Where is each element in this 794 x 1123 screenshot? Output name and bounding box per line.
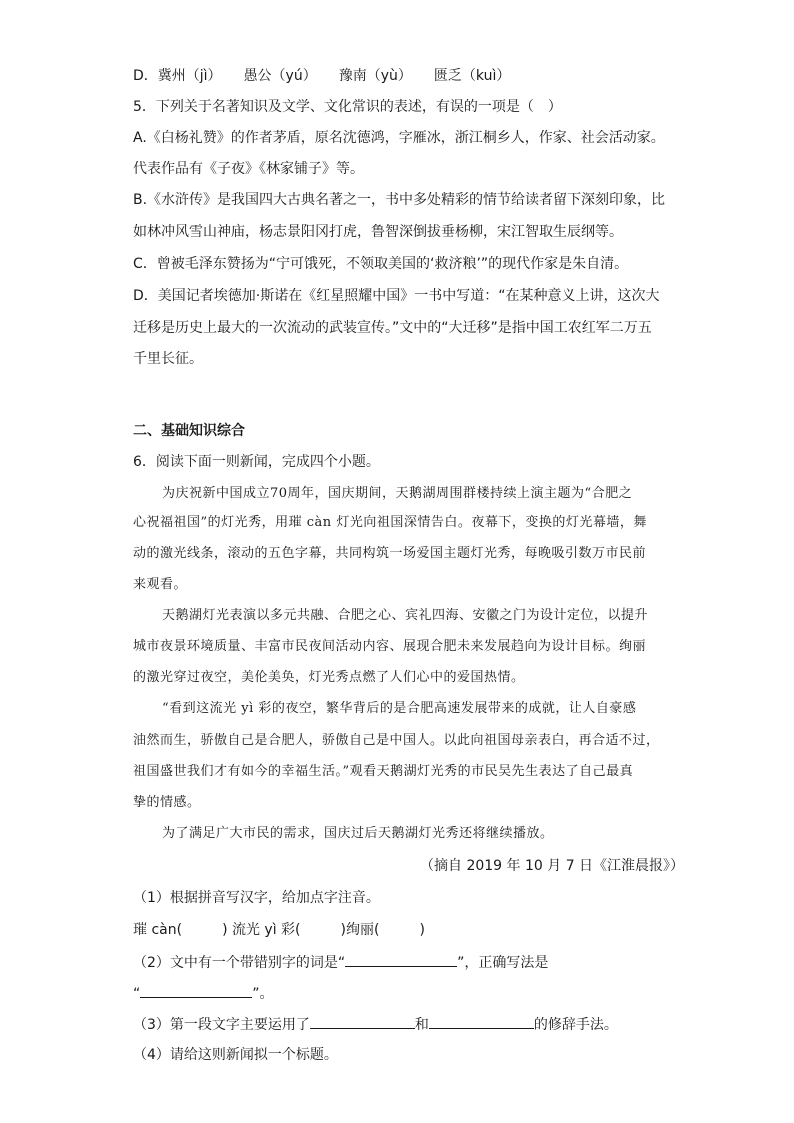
option-b-line: B.《水浒传》是我国四大古典名著之一，书中多处精彩的情节给读者留下深刻印象，比 [133,192,666,208]
news-paragraph-line: “看到这流光 yì 彩的夜空，繁华背后的是合肥高速发展带来的成就，让人自豪感 [162,701,637,716]
news-paragraph-line: 心祝福祖国”的灯光秀，用璀 càn 灯光向祖国深情告白。夜幕下，变换的灯光幕墙，舞 [133,515,647,530]
subquestion-text: ”，正确写法是 [457,955,549,971]
subquestion-text: （2）文中有一个带错别字的词是“ [133,955,346,971]
option-d-line: 千里长征。 [133,351,203,367]
paren-close: ) [419,922,425,938]
answer-blank[interactable] [345,952,457,967]
subquestion-1: （1）根据拼音写汉字，给加点字注音。 [133,890,380,906]
question-stem: 6．阅读下面一则新闻，完成四个小题。 [133,454,380,470]
section-heading: 二、基础知识综合 [133,423,245,439]
option-c-line: C．曾被毛泽东赞扬为“宁可饿死，不领取美国的‘救济粮’”的现代作家是朱自清。 [133,256,629,272]
option-a-line: A.《白杨礼赞》的作者茅盾，原名沈德鸿，字雁冰，浙江桐乡人，作家、社会活动家。 [133,130,665,146]
news-paragraph-line: 来观看。 [133,577,188,592]
subquestion-4: （4）请给这则新闻拟一个标题。 [133,1047,338,1063]
subquestion-text: ”。 [252,986,274,1002]
answer-blank[interactable] [140,983,252,998]
option-item: 冀州（jì） [157,68,222,84]
option-b-line: 如林冲风雪山神庙，杨志景阳冈打虎，鲁智深倒拔垂杨柳，宋江智取生辰纲等。 [133,224,623,240]
answer-blank[interactable] [429,1014,534,1029]
news-paragraph-line: 为庆祝新中国成立70周年，国庆期间，天鹅湖周围群楼持续上演主题为“合肥之 [162,486,633,501]
question-stem: 5．下列关于名著知识及文学、文化常识的表述，有误的一项是（ ） [133,99,562,115]
subquestion-2 [133,952,548,973]
news-paragraph-line: 天鹅湖灯光表演以多元共融、合肥之心、宾礼四海、安徽之门为设计定位，以提升 [162,608,649,623]
subquestion-text: 和 [414,1017,429,1033]
pinyin-prompt: 璀 càn( [133,922,183,938]
paren-close: ) [222,922,228,938]
pinyin-prompt: 绚丽( [346,922,380,938]
option-item: 豫南（yù） [338,68,412,84]
news-paragraph-line: 为了满足广大市民的需求，国庆过后天鹅湖灯光秀还将继续播放。 [162,826,554,841]
subquestion-1-answers [133,920,425,940]
paren-close: ) [340,922,346,938]
option-item: 愚公（yú） [243,68,317,84]
subquestion-3 [133,1014,618,1035]
subquestion-2-cont [133,983,274,1004]
news-paragraph-line: 祖国盛世我们才有如今的幸福生活。”观看天鹅湖灯光秀的市民吴先生表达了自己最真 [133,764,634,779]
subquestion-text: 的修辞手法。 [533,1017,618,1033]
option-a-line: 代表作品有《子夜》《林家铺子》等。 [133,161,364,177]
option-d-line: 迁移是历史上最大的一次流动的武装宣传。”文中的“大迁移”是指中国工农红军二万五 [133,320,652,336]
q4-option-d [133,66,510,86]
news-paragraph-line: 城市夜景环境质量、丰富市民夜间活动内容、展现合肥未来发展趋向为设计目标。绚丽 [133,639,647,654]
news-paragraph-line: 油然而生，骄傲自己是合肥人，骄傲自己是中国人。以此向祖国母亲表白，再合适不过， [133,733,660,748]
subquestion-text: “ [133,986,141,1002]
pinyin-prompt: 流光 yì 彩( [231,922,301,938]
option-d-line: D．美国记者埃德加·斯诺在《红星照耀中国》一书中写道：“在某种意义上讲，这次大 [133,288,660,304]
news-paragraph-line: 挚的情感。 [133,795,201,810]
option-prefix: D． [133,68,158,84]
answer-blank[interactable] [310,1014,415,1029]
news-paragraph-line: 动的激光线条，滚动的五色字幕，共同构筑一场爱国主题灯光秀，每晚吸引数万市民前 [133,546,647,561]
news-paragraph-line: 的激光穿过夜空，美伦美奂，灯光秀点燃了人们心中的爱国热情。 [133,670,525,685]
option-item: 匮乏（kuì） [433,68,511,84]
subquestion-text: （3）第一段文字主要运用了 [133,1017,310,1033]
news-source: （摘自 2019 年 10 月 7 日《江淮晨报》） [420,858,685,874]
